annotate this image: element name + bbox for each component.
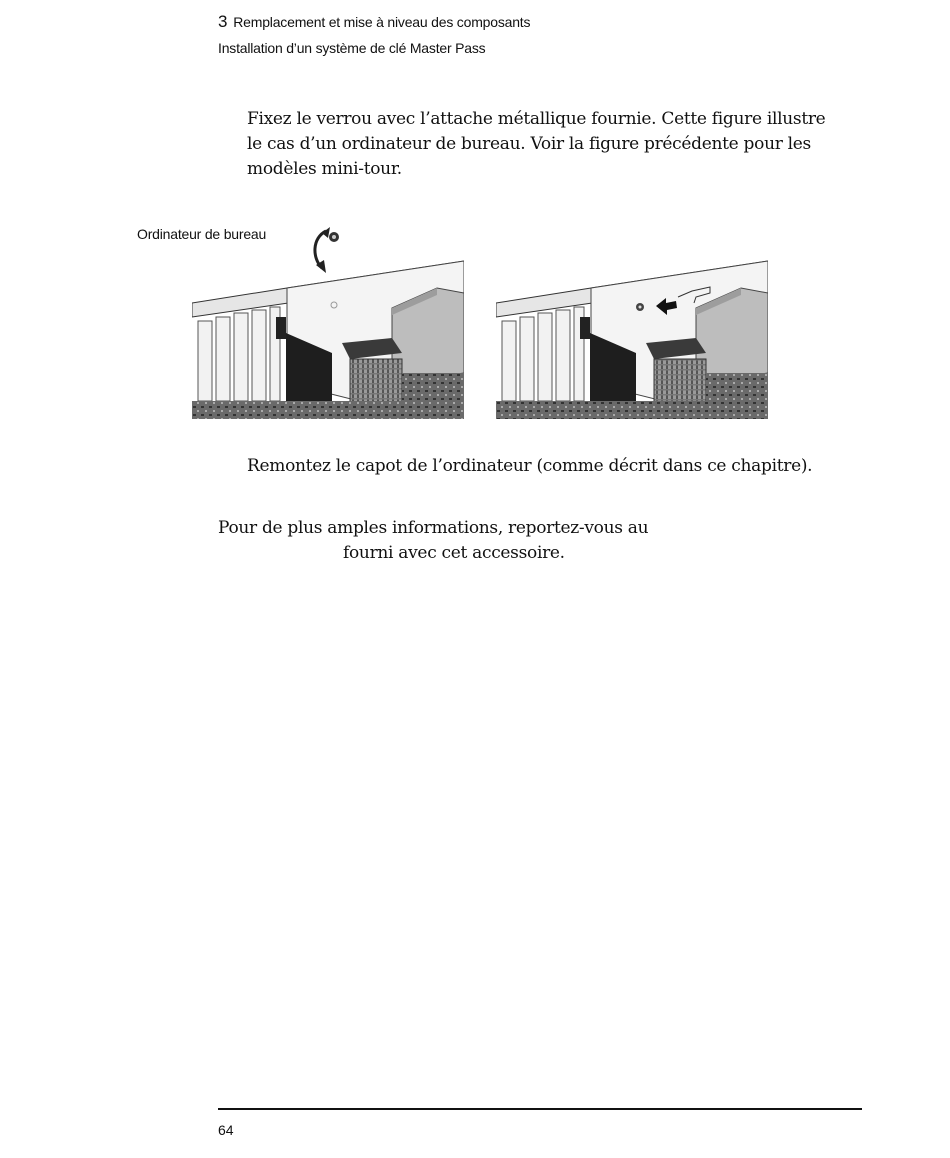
step-lock-line: Fixez le verrou avec l’attache métallique fournie. Cette figure illustre — [247, 109, 826, 129]
step-lock-line: modèles mini-tour. — [247, 159, 402, 179]
chapter-title: Remplacement et mise à niveau des composants — [233, 14, 531, 30]
step-lock-text — [247, 107, 877, 182]
chapter-number: 3 — [218, 12, 228, 31]
chapter-header — [218, 12, 530, 32]
note-line: Pour de plus amples informations, reportez-vous au — [218, 518, 649, 538]
footer-rule — [218, 1108, 862, 1110]
figure-label: Ordinateur de bureau — [137, 226, 267, 242]
step-lock-line: le cas d’un ordinateur de bureau. Voir la figure précédente pour les — [247, 134, 811, 154]
note-line: fourni avec cet accessoire. — [343, 543, 565, 563]
desktop-lock-install-figure-before — [192, 213, 464, 419]
desktop-lock-install-figure-after — [496, 209, 768, 419]
note-text — [218, 516, 778, 566]
step-cover-text: Remontez le capot de l’ordinateur (comme décrit dans ce chapitre). — [247, 456, 813, 476]
section-title: Installation d’un système de clé Master Pass — [218, 40, 486, 56]
page-number: 64 — [218, 1122, 234, 1138]
